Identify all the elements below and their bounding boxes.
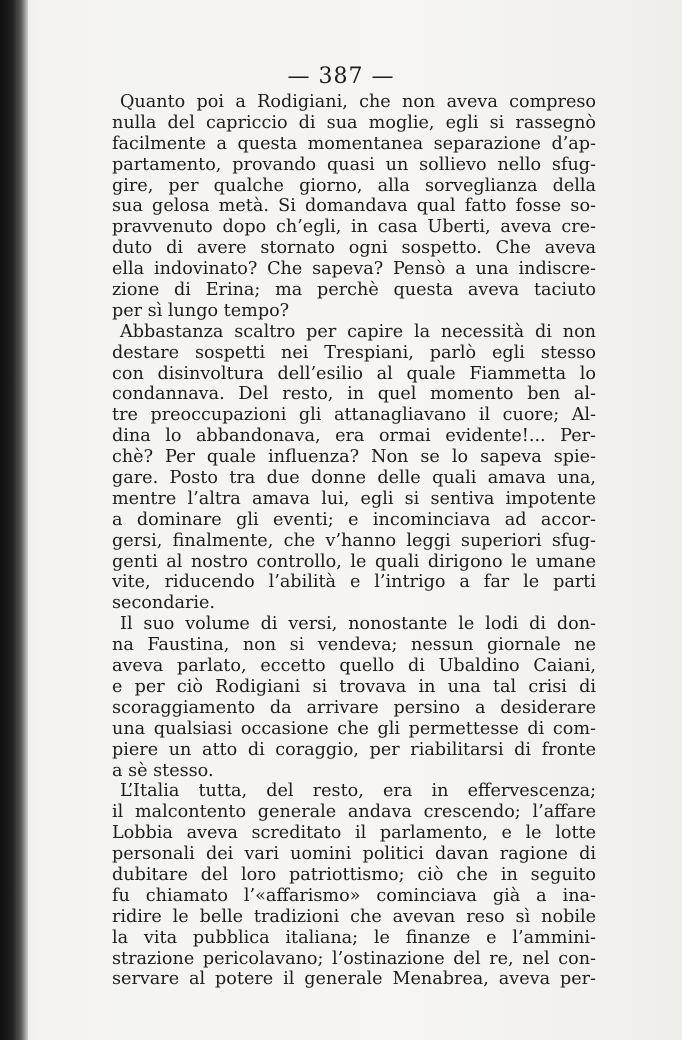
text-line: la vita pubblica italiana; le finanze e l’ammini- (112, 927, 596, 948)
text-line: ridire le belle tradizioni che avevan reso sì nobile (112, 906, 596, 927)
text-line: duto di avere stornato ogni sospetto. Che aveva (112, 238, 596, 259)
text-line: Abbastanza scaltro per capire la necessità di non (120, 321, 596, 342)
text-line: secondarie. (112, 593, 216, 614)
text-line: dina lo abbandonava, era ormai evidente!... Per- (112, 426, 596, 447)
text-line: il malcontento generale andava crescendo; l’affare (112, 802, 596, 823)
text-line: gare. Posto tra due donne delle quali amava una, (112, 468, 596, 489)
text-line: piere un atto di coraggio, per riabilitarsi di fronte (112, 739, 596, 760)
text-line: scoraggiamento da arrivare persino a desiderare (112, 697, 596, 718)
text-line: genti al nostro controllo, le quali dirigono le umane (112, 551, 596, 572)
text-line: partamento, provando quasi un sollievo nello sfug- (112, 154, 596, 175)
text-line: nulla del capriccio di sua moglie, egli si rassegnò (112, 112, 596, 133)
text-line: chè? Per quale influenza? Non se lo sapeva spie- (112, 447, 596, 468)
text-line: L’Italia tutta, del resto, era in effervescenza; (120, 781, 596, 802)
text-line: condannava. Del resto, in quel momento ben al- (112, 384, 596, 405)
text-line: servare al potere il generale Menabrea, aveva per- (112, 969, 596, 990)
text-line: destare sospetti nei Trespiani, parlò egli stesso (112, 342, 596, 363)
text-line: ella indovinato? Che sapeva? Pensò a una indiscre- (112, 259, 596, 280)
text-line: na Faustina, non si vendeva; nessun giornale ne (112, 635, 596, 656)
text-line: sua gelosa metà. Si domandava qual fatto fosse so- (112, 196, 596, 217)
text-line: e per ciò Rodigiani si trovava in una tal crisi di (112, 676, 596, 697)
text-line: gire, per qualche giorno, alla sorveglianza della (112, 175, 596, 196)
text-line: dubitare del loro patriottismo; ciò che in seguito (112, 864, 596, 885)
text-line: Lobbia aveva screditato il parlamento, e le lotte (112, 823, 596, 844)
text-line: zione di Erina; ma perchè questa aveva taciuto (112, 280, 596, 301)
text-line: pravvenuto dopo ch’egli, in casa Uberti, aveva cre- (112, 217, 596, 238)
text-line: una qualsiasi occasione che gli permettesse di com- (112, 718, 596, 739)
book-spine-shadow (0, 0, 28, 1040)
page-number: — 387 — (287, 64, 395, 89)
text-line: a dominare gli eventi; e incominciava ad accor- (112, 509, 596, 530)
body-text (112, 92, 596, 990)
text-line: tre preoccupazioni gli attanagliavano il cuore; Al- (112, 405, 596, 426)
text-line: con disinvoltura dell’esilio al quale Fiammetta lo (112, 363, 596, 384)
text-line: aveva parlato, eccetto quello di Ubaldino Caiani, (112, 656, 596, 677)
text-line: personali dei vari uomini politici davan ragione di (112, 844, 596, 865)
text-line: per sì lungo tempo? (112, 300, 290, 321)
text-line: vite, riducendo l’abilità e l’intrigo a far le parti (112, 572, 596, 593)
text-line: a sè stesso. (112, 760, 214, 781)
text-line: Quanto poi a Rodigiani, che non aveva compreso (120, 92, 596, 112)
text-line: gersi, finalmente, che v’hanno leggi superiori sfug- (112, 530, 596, 551)
text-line: fu chiamato l’«affarismo» cominciava già a ina- (112, 885, 596, 906)
text-line: facilmente a questa momentanea separazione d’ap- (112, 133, 596, 154)
text-line: strazione pericolavano; l’ostinazione del re, nel con- (112, 948, 596, 969)
text-line: mentre l’altra amava lui, egli si sentiva impotente (112, 488, 596, 509)
text-line: Il suo volume di versi, nonostante le lodi di don- (120, 614, 596, 635)
